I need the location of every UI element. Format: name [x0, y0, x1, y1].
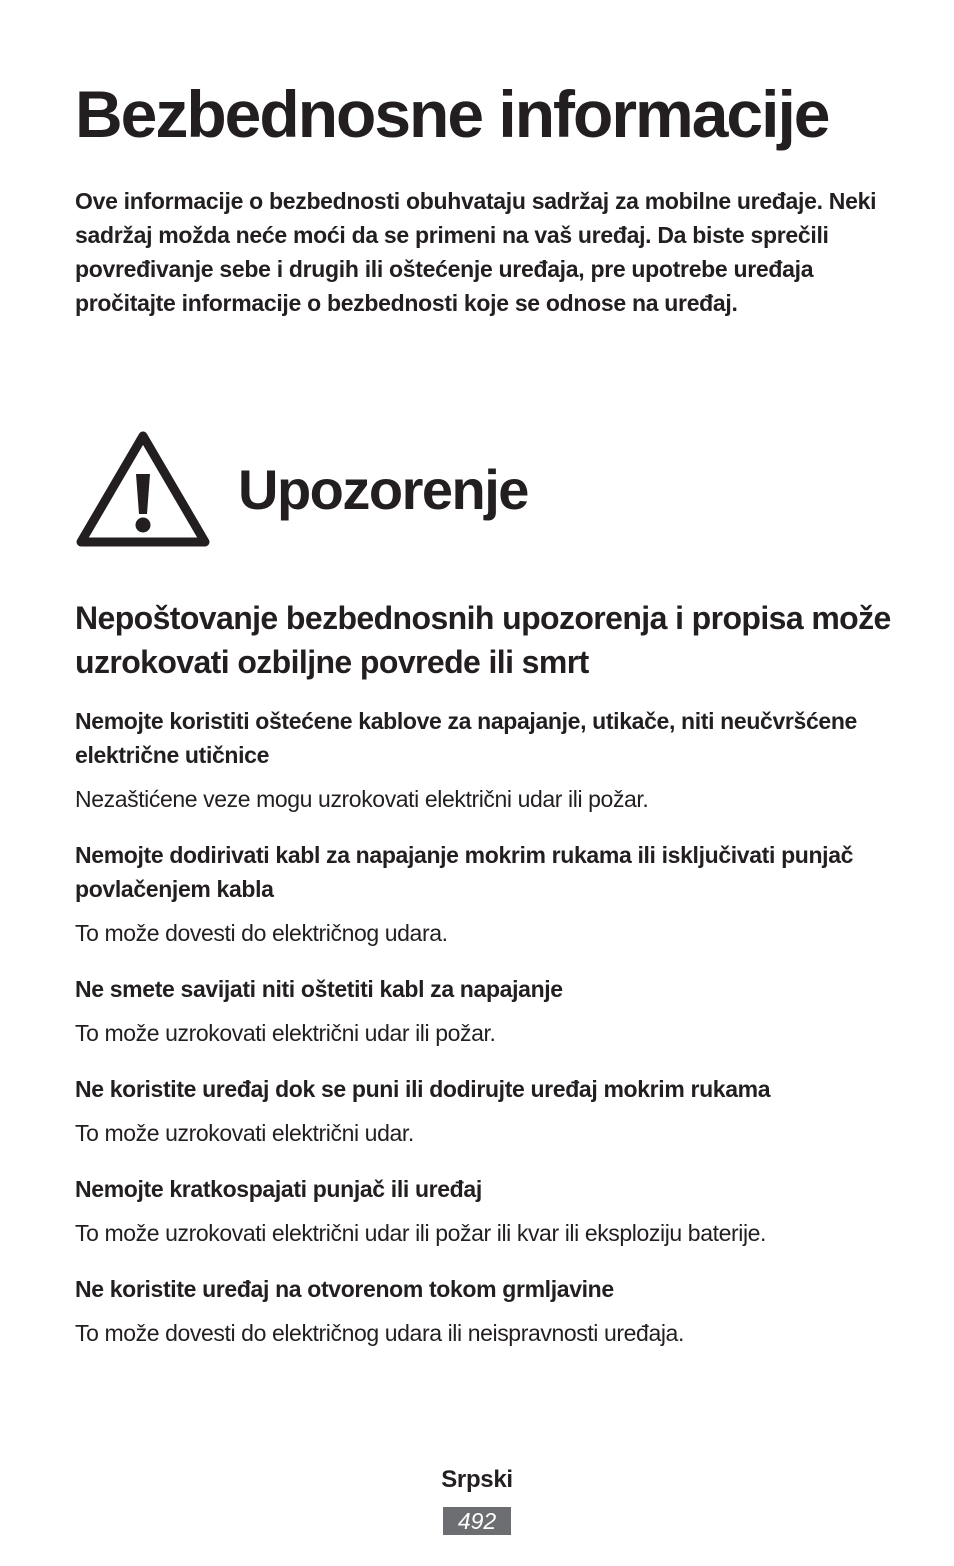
item-title: Ne koristite uređaj na otvorenom tokom grmljavine [75, 1276, 614, 1302]
item-title: Ne koristite uređaj dok se puni ili dodirujte uređaj mokrim rukama [75, 1076, 771, 1102]
page-number: 492 [443, 1507, 511, 1535]
page-title: Bezbednosne informacije [75, 77, 829, 151]
item-text: To može dovesti do električnog udara. [75, 920, 448, 946]
list-item [75, 1272, 895, 1350]
item-title: Nemojte dodirivati kabl za napajanje mokrim rukama ili isključivati punjač povlačenjem kabla [75, 842, 854, 902]
item-text: Nezaštićene veze mogu uzrokovati električni udar ili požar. [75, 786, 649, 812]
safety-items-list [75, 704, 895, 1372]
list-item [75, 972, 895, 1050]
item-text: To može uzrokovati električni udar ili požar. [75, 1020, 496, 1046]
list-item [75, 1072, 895, 1150]
footer-language: Srpski [441, 1466, 513, 1493]
section-heading: Nepoštovanje bezbednosnih upozorenja i propisa može uzrokovati ozbiljne povrede ili smrt [75, 600, 891, 680]
warning-title: Upozorenje [238, 458, 528, 521]
list-item [75, 838, 895, 950]
item-text: To može uzrokovati električni udar. [75, 1120, 414, 1146]
list-item [75, 704, 895, 816]
item-title: Ne smete savijati niti oštetiti kabl za napajanje [75, 976, 563, 1002]
list-item [75, 1172, 895, 1250]
item-text: To može dovesti do električnog udara ili neispravnosti uređaja. [75, 1320, 684, 1346]
item-text: To može uzrokovati električni udar ili požar ili kvar ili eksploziju baterije. [75, 1220, 767, 1246]
item-title: Nemojte kratkospajati punjač ili uređaj [75, 1176, 482, 1202]
warning-triangle-icon [74, 428, 212, 550]
intro-paragraph: Ove informacije o bezbednosti obuhvataju sadržaj za mobilne uređaje. Neki sadržaj možda neće moći da se primeni na vaš uređaj. Da biste sprečili povređivanje sebe i drugih ili oštećenje uređaja, pre upotrebe uređaja pročitajte informacije o bezbednosti koje se odnose na uređaj. [75, 188, 877, 316]
item-title: Nemojte koristiti oštećene kablove za napajanje, utikače, niti neučvršćene električne utičnice [75, 708, 857, 768]
